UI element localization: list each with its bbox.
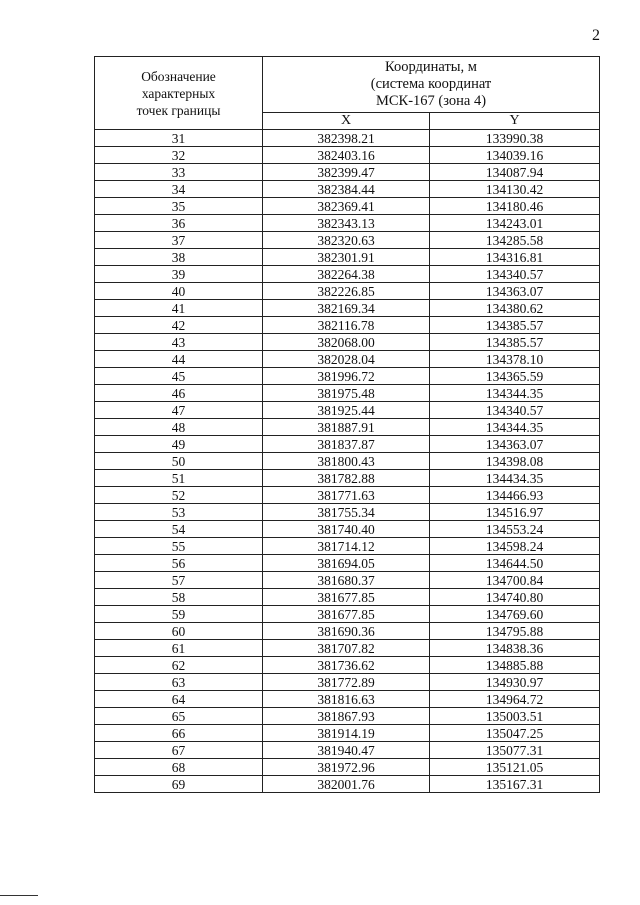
x-column-header: X	[263, 112, 430, 129]
table-row	[95, 385, 600, 402]
table-row	[95, 470, 600, 487]
point-number-cell: 67	[95, 742, 263, 759]
y-coordinate-cell: 133990.38	[430, 130, 600, 147]
y-coordinate-cell: 134243.01	[430, 215, 600, 232]
table-row	[95, 555, 600, 572]
x-coordinate-cell: 381816.63	[263, 691, 430, 708]
point-designation-line-1: Обозначение	[141, 68, 216, 84]
coordinates-line-2: (система координат	[370, 75, 492, 92]
coordinates-header	[263, 57, 600, 113]
x-coordinate-cell: 382169.34	[263, 300, 430, 317]
x-coordinate-cell: 382226.85	[263, 283, 430, 300]
x-coordinate-cell: 381714.12	[263, 538, 430, 555]
point-number-cell: 54	[95, 521, 263, 538]
y-coordinate-cell: 134644.50	[430, 555, 600, 572]
x-coordinate-cell: 381677.85	[263, 589, 430, 606]
point-number-cell: 50	[95, 453, 263, 470]
x-coordinate-cell: 382398.21	[263, 130, 430, 147]
y-coordinate-cell: 134795.88	[430, 623, 600, 640]
y-coordinate-cell: 134516.97	[430, 504, 600, 521]
point-number-cell: 48	[95, 419, 263, 436]
y-coordinate-cell: 134285.58	[430, 232, 600, 249]
table-row	[95, 453, 600, 470]
y-coordinate-cell: 134380.62	[430, 300, 600, 317]
table-row	[95, 249, 600, 266]
coordinates-table	[94, 56, 600, 793]
x-coordinate-cell: 382116.78	[263, 317, 430, 334]
x-coordinate-cell: 381694.05	[263, 555, 430, 572]
x-coordinate-cell: 381707.82	[263, 640, 430, 657]
table-row	[95, 504, 600, 521]
point-number-cell: 31	[95, 130, 263, 147]
table-row	[95, 674, 600, 691]
point-number-cell: 66	[95, 725, 263, 742]
x-coordinate-cell: 381680.37	[263, 572, 430, 589]
point-number-cell: 37	[95, 232, 263, 249]
x-coordinate-cell: 381925.44	[263, 402, 430, 419]
x-coordinate-cell: 381772.89	[263, 674, 430, 691]
x-coordinate-cell: 381996.72	[263, 368, 430, 385]
y-coordinate-cell: 134769.60	[430, 606, 600, 623]
x-coordinate-cell: 381677.85	[263, 606, 430, 623]
point-number-cell: 52	[95, 487, 263, 504]
point-designation-line-2: характерных	[141, 85, 216, 101]
point-designation-header	[95, 57, 263, 130]
point-number-cell: 59	[95, 606, 263, 623]
y-coordinate-cell: 134130.42	[430, 181, 600, 198]
y-coordinate-cell: 134378.10	[430, 351, 600, 368]
point-designation-line-3: точек границы	[136, 102, 221, 118]
point-number-cell: 61	[95, 640, 263, 657]
point-number-cell: 55	[95, 538, 263, 555]
y-coordinate-cell: 134700.84	[430, 572, 600, 589]
footer-divider	[0, 895, 38, 896]
table-body	[95, 130, 600, 793]
point-number-cell: 40	[95, 283, 263, 300]
x-coordinate-cell: 382264.38	[263, 266, 430, 283]
table-row	[95, 300, 600, 317]
y-coordinate-cell: 134398.08	[430, 453, 600, 470]
table-row	[95, 742, 600, 759]
point-number-cell: 43	[95, 334, 263, 351]
x-coordinate-cell: 382068.00	[263, 334, 430, 351]
y-coordinate-cell: 134365.59	[430, 368, 600, 385]
x-coordinate-cell: 381887.91	[263, 419, 430, 436]
y-coordinate-cell: 134466.93	[430, 487, 600, 504]
y-coordinate-cell: 134598.24	[430, 538, 600, 555]
point-number-cell: 69	[95, 776, 263, 793]
y-coordinate-cell: 134363.07	[430, 283, 600, 300]
point-number-cell: 39	[95, 266, 263, 283]
x-coordinate-cell: 381771.63	[263, 487, 430, 504]
table-row	[95, 640, 600, 657]
x-coordinate-cell: 382384.44	[263, 181, 430, 198]
point-number-cell: 35	[95, 198, 263, 215]
y-coordinate-cell: 135003.51	[430, 708, 600, 725]
point-number-cell: 45	[95, 368, 263, 385]
point-number-cell: 57	[95, 572, 263, 589]
y-coordinate-cell: 134930.97	[430, 674, 600, 691]
table-row	[95, 368, 600, 385]
y-coordinate-cell: 134434.35	[430, 470, 600, 487]
x-coordinate-cell: 382028.04	[263, 351, 430, 368]
point-number-cell: 42	[95, 317, 263, 334]
point-number-cell: 60	[95, 623, 263, 640]
x-coordinate-cell: 381740.40	[263, 521, 430, 538]
coordinates-line-1: Координаты, м	[385, 58, 477, 75]
y-coordinate-cell: 134340.57	[430, 266, 600, 283]
x-coordinate-cell: 381800.43	[263, 453, 430, 470]
table-row	[95, 776, 600, 793]
y-coordinate-cell: 134316.81	[430, 249, 600, 266]
y-coordinate-cell: 134838.36	[430, 640, 600, 657]
y-coordinate-cell: 134340.57	[430, 402, 600, 419]
point-number-cell: 46	[95, 385, 263, 402]
x-coordinate-cell: 381736.62	[263, 657, 430, 674]
coordinates-line-3: МСК-167 (зона 4)	[375, 92, 487, 109]
x-coordinate-cell: 381914.19	[263, 725, 430, 742]
table-row	[95, 181, 600, 198]
point-number-cell: 33	[95, 164, 263, 181]
table-row	[95, 351, 600, 368]
table-row	[95, 147, 600, 164]
y-coordinate-cell: 134385.57	[430, 334, 600, 351]
y-coordinate-cell: 134964.72	[430, 691, 600, 708]
x-coordinate-cell: 381782.88	[263, 470, 430, 487]
table-header	[95, 57, 600, 130]
x-coordinate-cell: 382001.76	[263, 776, 430, 793]
table-row	[95, 436, 600, 453]
table-row	[95, 589, 600, 606]
table-row	[95, 572, 600, 589]
y-coordinate-cell: 134885.88	[430, 657, 600, 674]
page-number: 2	[592, 27, 600, 44]
x-coordinate-cell: 381975.48	[263, 385, 430, 402]
table-row	[95, 657, 600, 674]
table-row	[95, 317, 600, 334]
y-coordinate-cell: 134553.24	[430, 521, 600, 538]
table-row	[95, 487, 600, 504]
table-row	[95, 283, 600, 300]
point-number-cell: 65	[95, 708, 263, 725]
point-number-cell: 63	[95, 674, 263, 691]
table-row	[95, 334, 600, 351]
x-coordinate-cell: 381690.36	[263, 623, 430, 640]
x-coordinate-cell: 381867.93	[263, 708, 430, 725]
table-row	[95, 606, 600, 623]
table-row	[95, 402, 600, 419]
point-number-cell: 41	[95, 300, 263, 317]
x-coordinate-cell: 382320.63	[263, 232, 430, 249]
point-number-cell: 36	[95, 215, 263, 232]
point-number-cell: 38	[95, 249, 263, 266]
point-number-cell: 53	[95, 504, 263, 521]
y-column-header: Y	[430, 112, 600, 129]
x-coordinate-cell: 382369.41	[263, 198, 430, 215]
point-number-cell: 34	[95, 181, 263, 198]
y-coordinate-cell: 134087.94	[430, 164, 600, 181]
x-coordinate-cell: 382343.13	[263, 215, 430, 232]
table-row	[95, 164, 600, 181]
x-coordinate-cell: 381972.96	[263, 759, 430, 776]
point-number-cell: 44	[95, 351, 263, 368]
table-row	[95, 759, 600, 776]
point-number-cell: 62	[95, 657, 263, 674]
y-coordinate-cell: 134344.35	[430, 419, 600, 436]
table-row	[95, 725, 600, 742]
table-row	[95, 266, 600, 283]
point-number-cell: 64	[95, 691, 263, 708]
y-coordinate-cell: 134740.80	[430, 589, 600, 606]
table-row	[95, 130, 600, 147]
y-coordinate-cell: 135047.25	[430, 725, 600, 742]
point-number-cell: 49	[95, 436, 263, 453]
table-row	[95, 623, 600, 640]
y-coordinate-cell: 134180.46	[430, 198, 600, 215]
point-number-cell: 32	[95, 147, 263, 164]
y-coordinate-cell: 135121.05	[430, 759, 600, 776]
point-number-cell: 56	[95, 555, 263, 572]
table-row	[95, 538, 600, 555]
y-coordinate-cell: 134344.35	[430, 385, 600, 402]
y-coordinate-cell: 134385.57	[430, 317, 600, 334]
point-number-cell: 51	[95, 470, 263, 487]
x-coordinate-cell: 382399.47	[263, 164, 430, 181]
table-row	[95, 215, 600, 232]
table-row	[95, 521, 600, 538]
table-row	[95, 691, 600, 708]
x-coordinate-cell: 381940.47	[263, 742, 430, 759]
point-number-cell: 68	[95, 759, 263, 776]
table-row	[95, 198, 600, 215]
x-coordinate-cell: 381837.87	[263, 436, 430, 453]
table-row	[95, 708, 600, 725]
y-coordinate-cell: 135077.31	[430, 742, 600, 759]
table-row	[95, 419, 600, 436]
x-coordinate-cell: 381755.34	[263, 504, 430, 521]
x-coordinate-cell: 382301.91	[263, 249, 430, 266]
table-row	[95, 232, 600, 249]
point-number-cell: 47	[95, 402, 263, 419]
y-coordinate-cell: 134039.16	[430, 147, 600, 164]
point-number-cell: 58	[95, 589, 263, 606]
y-coordinate-cell: 134363.07	[430, 436, 600, 453]
y-coordinate-cell: 135167.31	[430, 776, 600, 793]
x-coordinate-cell: 382403.16	[263, 147, 430, 164]
